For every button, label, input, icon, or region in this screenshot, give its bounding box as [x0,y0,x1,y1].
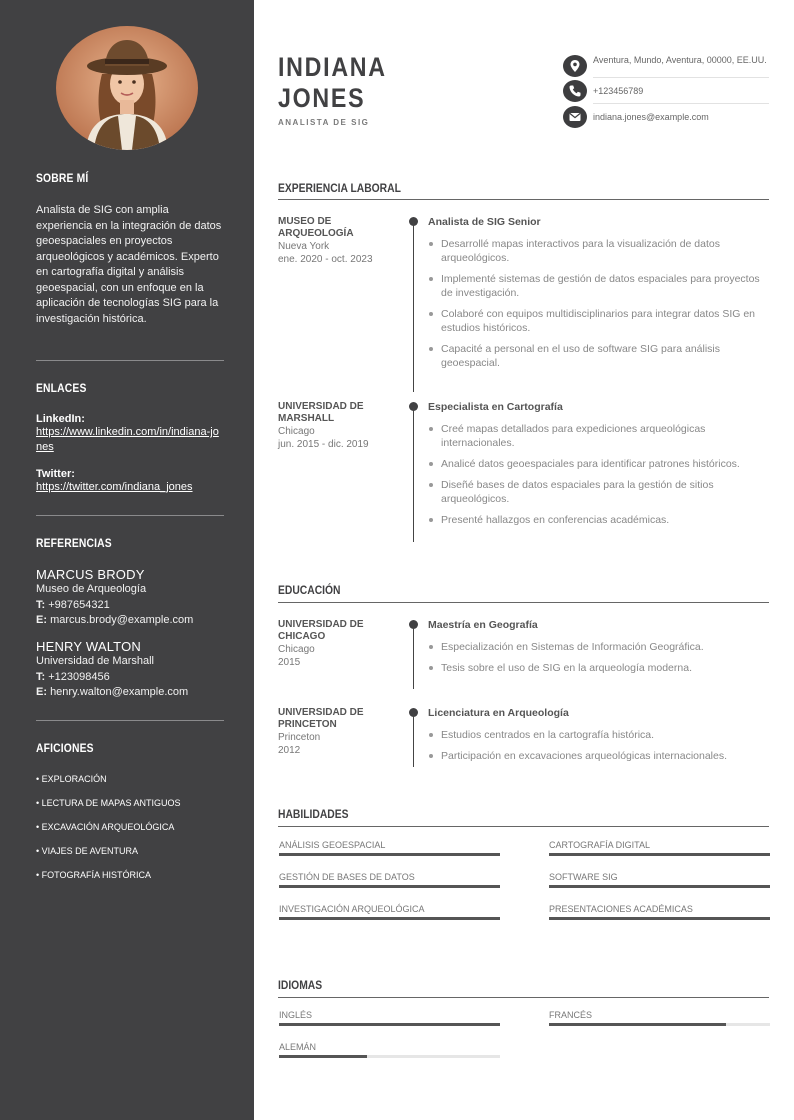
graduation-year: 2015 [278,657,301,668]
timeline-line [413,713,414,767]
employment-dates: ene. 2020 - oct. 2023 [278,254,373,265]
skill-item [549,840,770,856]
address-text: Aventura, Mundo, Aventura, 00000, EE.UU. [593,55,767,65]
list-item: Tesis sobre el uso de SIG en la arqueología moderna. [428,661,768,675]
list-item: Desarrollé mapas interactivos para la visualización de datos arqueológicos. [428,237,768,265]
languages-title: IDIOMAS [278,978,323,992]
institution-location: Chicago [278,644,315,655]
list-item: Especialización en Sistemas de Información Geográfica. [428,640,768,654]
skill-item [279,904,500,920]
employer-location: Nueva York [278,241,330,252]
email-icon [563,106,587,128]
skill-bar-fill [279,853,500,856]
section-rule [278,826,769,827]
hobby-item: • EXCAVACIÓN ARQUEOLÓGICA [36,822,175,832]
contact-address [563,55,769,79]
last-name: JONES [278,83,366,113]
skill-name: CARTOGRAFÍA DIGITAL [549,840,651,850]
link-label: Twitter: [36,468,75,480]
avatar [56,26,198,150]
skill-item [549,904,770,920]
hobby-item: • FOTOGRAFÍA HISTÓRICA [36,870,151,880]
language-name: FRANCÉS [549,1010,593,1020]
reference-item [36,639,224,701]
language-bar [279,1023,500,1026]
list-item: Capacité a personal en el uso de software SIG para análisis geoespacial. [428,342,768,370]
reference-name: HENRY WALTON [36,639,141,654]
reference-org: Museo de Arqueología [36,583,147,595]
position-title: Especialista en Cartografía [428,401,563,413]
phone-text: +123456789 [593,86,644,96]
link-twitter [36,468,224,495]
list-item: Implementé sistemas de gestión de datos espaciales para proyectos de investigación. [428,272,768,300]
about-text: Analista de SIG con amplia experiencia en la integración de datos geoespaciales en proyectos arqueológicos y académicos. Experto en cartografía digital y análisis geoespacial, con un enfoque en la aplicación de tecnologías SIG para la investigación histórica. [36,204,222,325]
degree-title: Maestría en Geografía [428,619,538,631]
education-details [428,728,768,770]
education-title: EDUCACIÓN [278,583,341,597]
list-item: Diseñé bases de datos espaciales para la gestión de sitios arqueológicos. [428,478,768,506]
reference-phone: T: +987654321 [36,598,110,611]
skill-bar [279,885,500,888]
employer-name: UNIVERSIDAD DE MARSHALL Chicago jun. 2015 - dic. 2019 [278,401,388,451]
graduation-year: 2012 [278,745,301,756]
twitter-link[interactable]: https://twitter.com/indiana_jones [36,481,193,493]
contact-divider [593,77,769,78]
hobby-item: • LECTURA DE MAPAS ANTIGUOS [36,798,181,808]
responsibility-list [428,422,768,534]
skill-item [279,872,500,888]
skill-bar-fill [549,885,770,888]
language-name: ALEMÁN [279,1042,317,1052]
profile-photo [56,26,198,150]
language-bar-fill [549,1023,726,1026]
employer-location: Chicago [278,426,315,437]
timeline-line [413,407,414,542]
list-item: Colaboré con equipos multidisciplinarios para integrar datos SIG en estudios históricos. [428,307,768,335]
link-linkedin [36,413,224,455]
skill-bar-fill [549,853,770,856]
email-text: indiana.jones@example.com [593,112,709,122]
reference-name: MARCUS BRODY [36,567,145,582]
references-section [36,536,224,550]
education-details [428,640,768,682]
employment-dates: jun. 2015 - dic. 2019 [278,439,369,450]
reference-phone: T: +123098456 [36,670,110,683]
timeline-line [413,222,414,392]
hobby-item: • EXPLORACIÓN [36,774,107,784]
institution-location: Princeton [278,732,321,743]
phone-icon [563,80,587,102]
reference-item [36,567,224,629]
section-rule [278,997,769,998]
experience-title: EXPERIENCIA LABORAL [278,181,401,195]
skill-name: INVESTIGACIÓN ARQUEOLÓGICA [279,904,425,914]
sidebar [0,0,254,1120]
sidebar-divider [36,360,224,361]
job-title: ANALISTA DE SIG [278,118,370,127]
position-title: Analista de SIG Senior [428,216,541,228]
links-title: ENLACES [36,381,87,395]
first-name: INDIANA [278,52,387,82]
contact-email [563,106,769,128]
language-bar-fill [279,1055,367,1058]
linkedin-link[interactable]: https://www.linkedin.com/in/indiana-jones [36,426,219,453]
timeline-line [413,625,414,689]
degree-title: Licenciatura en Arqueología [428,707,569,719]
education-entry [278,619,769,695]
list-item: Analicé datos geoespaciales para identificar patrones históricos. [428,457,768,471]
about-section [36,171,224,185]
institution-name: UNIVERSIDAD DE PRINCETON Princeton 2012 [278,707,388,757]
full-name [278,52,502,114]
education-entry [278,707,769,771]
employer-name: MUSEO DE ARQUEOLOGÍA Nueva York ene. 2020 - oct. 2023 [278,216,388,266]
hobby-item: • VIAJES DE AVENTURA [36,846,139,856]
section-rule [278,199,769,200]
list-item: Estudios centrados en la cartografía histórica. [428,728,768,742]
language-item [549,1010,770,1026]
skill-bar-fill [279,885,500,888]
language-bar [549,1023,770,1026]
language-bar [279,1055,500,1058]
language-name: INGLÉS [279,1010,313,1020]
skill-name: SOFTWARE SIG [549,872,618,882]
list-item: Participación en excavaciones arqueológicas internacionales. [428,749,768,763]
reference-email: E: marcus.brody@example.com [36,614,194,626]
hobbies-title: AFICIONES [36,741,94,755]
contact-divider [593,103,769,104]
list-item: Creé mapas detallados para expediciones arqueológicas internacionales. [428,422,768,450]
reference-org: Universidad de Marshall [36,655,154,667]
skill-bar-fill [549,917,770,920]
skill-bar-fill [279,917,500,920]
skill-bar [549,853,770,856]
language-bar-fill [279,1023,500,1026]
skill-bar [279,853,500,856]
references-title: REFERENCIAS [36,536,112,550]
skill-item [549,872,770,888]
experience-entry [278,216,769,386]
skill-bar [549,917,770,920]
skill-item [279,840,500,856]
institution-name: UNIVERSIDAD DE CHICAGO Chicago 2015 [278,619,388,669]
skills-title: HABILIDADES [278,807,349,821]
skill-bar [549,885,770,888]
skill-name: GESTIÓN DE BASES DE DATOS [279,872,415,882]
language-item [279,1010,500,1026]
responsibility-list [428,237,768,377]
sidebar-divider [36,515,224,516]
links-section [36,381,224,395]
skill-name: PRESENTACIONES ACADÉMICAS [549,904,693,914]
skill-name: ANÁLISIS GEOESPACIAL [279,840,386,850]
skill-bar [279,917,500,920]
experience-entry [278,401,769,546]
sidebar-divider [36,720,224,721]
location-pin-icon [563,55,587,77]
hobbies-section [36,741,224,755]
reference-email: E: henry.walton@example.com [36,686,189,698]
list-item: Presenté hallazgos en conferencias académicas. [428,513,768,527]
about-title: SOBRE MÍ [36,171,89,185]
hobbies-list [36,773,224,893]
link-label: LinkedIn: [36,413,85,425]
language-item [279,1042,500,1058]
section-rule [278,602,769,603]
contact-phone [563,80,769,102]
